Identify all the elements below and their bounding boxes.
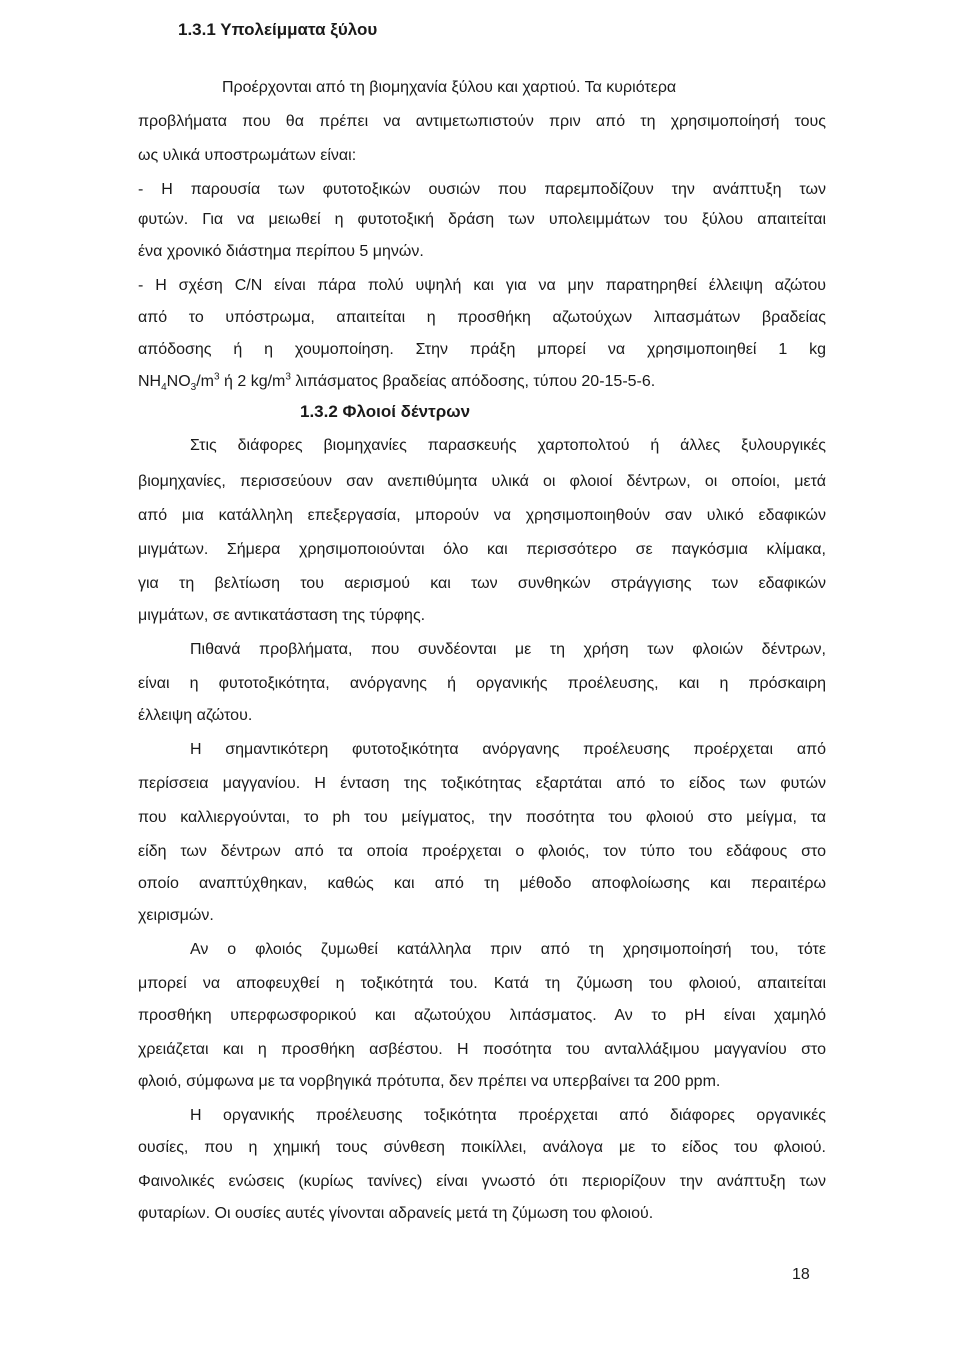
body-line: ένα χρονικό διάστημα περίπου 5 μηνών. bbox=[138, 243, 424, 260]
body-line: χειρισμών. bbox=[138, 907, 214, 924]
body-line: Προέρχονται από τη βιομηχανία ξύλου και χαρτιού. Τα κυριότερα bbox=[222, 79, 677, 96]
body-line: βιομηχανίες, περισσεύουν σαν ανεπιθύμητα υλικά οι φλοιοί δέντρων, οι οποίοι, μετά bbox=[138, 473, 826, 490]
body-line: έλλειψη αζώτου. bbox=[138, 707, 253, 724]
body-line: Η σημαντικότερη φυτοτοξικότητα ανόργανης προέλευσης προέρχεται από bbox=[190, 741, 826, 758]
body-line: για τη βελτίωση του αερισμού και των συνθηκών στράγγισης των εδαφικών bbox=[138, 575, 826, 592]
body-line: μιγμάτων. Σήμερα χρησιμοποιούνται όλο και περισσότερο σε παγκόσμια κλίμακα, bbox=[138, 541, 826, 558]
formula-subscript: 4 bbox=[161, 382, 167, 394]
body-line: Αν ο φλοιός ζυμωθεί κατάλληλα πριν από τη χρησιμοποίησή του, τότε bbox=[190, 941, 826, 958]
body-line: - Η παρουσία των φυτοτοξικών ουσιών που παρεμποδίζουν την ανάπτυξη των bbox=[138, 181, 826, 198]
formula-superscript: 3 bbox=[214, 371, 220, 383]
page-number: 18 bbox=[792, 1266, 810, 1283]
body-line: φυτών. Για να μειωθεί η φυτοτοξική δράση των υπολειμμάτων του ξύλου απαιτείται bbox=[138, 211, 826, 228]
body-line: οποίο αναπτύχθηκαν, καθώς και από τη μέθοδο αποφλοίωσης και περαιτέρω bbox=[138, 875, 826, 892]
formula-mid: ή 2 kg/m bbox=[219, 373, 286, 390]
body-line: Η οργανικής προέλευσης τοξικότητα προέρχεται από διάφορες οργανικές bbox=[190, 1107, 826, 1124]
body-line: προβλήματα που θα πρέπει να αντιμετωπιστούν πριν από τη χρησιμοποίησή τους bbox=[138, 113, 826, 130]
body-line: μιγμάτων, σε αντικατάσταση της τύρφης. bbox=[138, 607, 426, 624]
formula-rest: λιπάσματος βραδείας απόδοσης, τύπου 20-15-5-6. bbox=[290, 373, 656, 390]
body-line: περίσσεια μαγγανίου. Η ένταση της τοξικότητας εξαρτάται από το είδος των φυτών bbox=[138, 775, 826, 792]
body-line: φυταρίων. Οι ουσίες αυτές γίνονται αδρανείς μετά τη ζύμωση του φλοιού. bbox=[138, 1205, 654, 1222]
section-heading-tree-bark: 1.3.2 Φλοιοί δέντρων bbox=[300, 402, 471, 421]
formula-no: NO bbox=[166, 373, 191, 390]
body-line: Φαινολικές ενώσεις (κυρίως τανίνες) είναι γνωστό ότι περιορίζουν την ανάπτυξη των bbox=[138, 1173, 826, 1190]
body-line: είδη των δέντρων από τα οποία προέρχεται ο φλοιός, τον τύπο του εδάφους στο bbox=[138, 843, 826, 860]
body-line: προσθήκη υπερφωσφορικού και αζωτούχου λιπάσματος. Αν το pH είναι χαμηλό bbox=[138, 1007, 826, 1024]
body-line: χρειάζεται και η προσθήκη ασβέστου. Η ποσότητα του ανταλλάξιμου μαγγανίου στο bbox=[138, 1041, 826, 1058]
body-line: ως υλικά υποστρωμάτων είναι: bbox=[138, 147, 357, 164]
formula-unit: /m bbox=[196, 373, 215, 390]
body-line: είναι η φυτοτοξικότητα, ανόργανης ή οργανικής προέλευσης, και η πρόσκαιρη bbox=[138, 675, 826, 692]
formula-superscript: 3 bbox=[285, 371, 291, 383]
body-line: από το υπόστρωμα, απαιτείται η προσθήκη αζωτούχων λιπασμάτων βραδείας bbox=[138, 309, 826, 326]
section-heading-wood-residues: 1.3.1 Υπολείμματα ξύλου bbox=[178, 20, 378, 39]
formula-nh: NH bbox=[138, 373, 162, 390]
body-line: φλοιό, σύμφωνα με τα νορβηγικά πρότυπα, δεν πρέπει να υπερβαίνει τα 200 ppm. bbox=[138, 1073, 721, 1090]
body-line: ουσίες, που η χημική τους σύνθεση ποικίλλει, ανάλογα με το είδος του φλοιού. bbox=[138, 1139, 826, 1156]
body-line: από μια κατάλληλη επεξεργασία, μπορούν να χρησιμοποιηθούν σαν υλικό εδαφικών bbox=[138, 507, 826, 524]
formula-line bbox=[138, 372, 655, 392]
body-line: που καλλιεργούνται, το ph του μείγματος, την ποσότητα του φλοιού στο μείγμα, τα bbox=[138, 809, 826, 826]
body-line: - Η σχέση C/N είναι πάρα πολύ υψηλή και για να μην παρατηρηθεί έλλειψη αζώτου bbox=[138, 277, 826, 294]
body-line: Στις διάφορες βιομηχανίες παρασκευής χαρτοπολτού ή άλλες ξυλουργικές bbox=[190, 437, 826, 454]
body-line: απόδοσης ή η χουμοποίηση. Στην πράξη μπορεί να χρησιμοποιηθεί 1 kg bbox=[138, 341, 826, 358]
formula-subscript: 3 bbox=[190, 382, 197, 394]
body-line: μπορεί να αποφευχθεί η τοξικότητά του. Κατά τη ζύμωση του φλοιού, απαιτείται bbox=[138, 975, 826, 992]
body-line: Πιθανά προβλήματα, που συνδέονται με τη χρήση των φλοιών δέντρων, bbox=[190, 641, 826, 658]
